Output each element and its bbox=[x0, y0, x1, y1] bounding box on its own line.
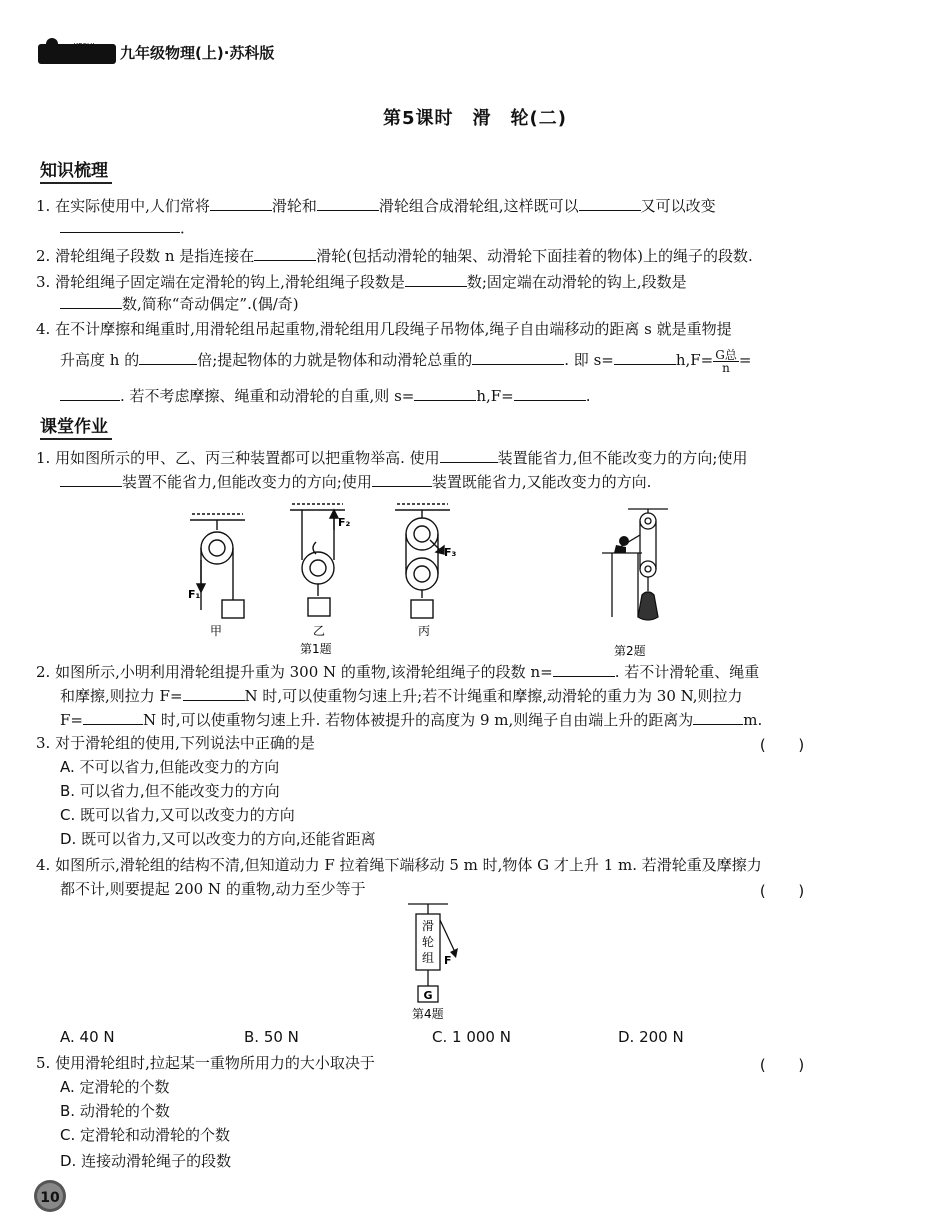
figure-4-pulley-box bbox=[398, 900, 478, 1022]
logo-text: KESHI bbox=[73, 42, 95, 50]
classwork-q4: 4. 如图所示,滑轮组的结构不清,但知道动力 F 拉着绳下端移动 5 m 时,物体 G 才上升 1 m. 若滑轮重及摩擦力 bbox=[36, 856, 762, 874]
force-fraction: $\frac{\text{G总}}{n}$ bbox=[715, 347, 737, 375]
blank[interactable] bbox=[254, 244, 316, 261]
option[interactable]: A. 不可以省力,但能改变力的方向 bbox=[60, 758, 280, 776]
figure-2-pulley bbox=[598, 505, 678, 661]
setup-label-yi: 乙 bbox=[313, 624, 326, 638]
knowledge-q3-cont: 数,简称“奇动偶定”.(偶/奇) bbox=[60, 292, 940, 315]
blank[interactable] bbox=[60, 216, 180, 233]
blank[interactable] bbox=[60, 384, 120, 401]
knowledge-q1: 1. 在实际使用中,人们常将 滑轮和 滑轮组合成滑轮组,这样既可以 又可以改变 bbox=[36, 194, 916, 217]
answer-paren[interactable]: ( ) bbox=[758, 736, 807, 754]
book-title: 九年级物理(上)·苏科版 bbox=[120, 44, 275, 62]
figure-4-caption: 第4题 bbox=[412, 1007, 444, 1021]
page-number: 10 bbox=[40, 1190, 60, 1206]
classwork-q1-cont: 装置不能省力,但能改变力的方向;使用 装置既能省力,又能改变力的方向. bbox=[60, 470, 940, 493]
answer-paren[interactable]: ( ) bbox=[758, 882, 807, 900]
blank[interactable] bbox=[514, 384, 586, 401]
figure-1-pulleys bbox=[170, 500, 490, 660]
classwork-q4-cont: 都不计,则要提起 200 N 的重物,动力至少等于 bbox=[60, 880, 366, 898]
knowledge-q4-cont: 升高度 h 的 倍;提起物体的力就是物体和动滑轮总重的 . 即 s= h,F= $\frac{\text{G总}}{n}$ = bbox=[60, 347, 752, 375]
answer-paren[interactable]: ( ) bbox=[758, 1056, 807, 1074]
force-label: F₃ bbox=[444, 546, 457, 559]
section-knowledge: 知识梳理 bbox=[40, 156, 108, 181]
box-label-2: 轮 bbox=[421, 935, 435, 949]
blank[interactable] bbox=[139, 348, 197, 365]
option[interactable]: C. 定滑轮和动滑轮的个数 bbox=[60, 1126, 231, 1144]
blank[interactable] bbox=[553, 660, 615, 677]
classwork-q2-cont: 和摩擦,则拉力 F= N 时,可以使重物匀速上升;若不计绳重和摩擦,动滑轮的重力为 30 N,则拉力 bbox=[60, 684, 940, 707]
knowledge-q4-end: . 若不考虑摩擦、绳重和动滑轮的自重,则 s= h,F= . bbox=[60, 384, 940, 407]
setup-label-bing: 丙 bbox=[418, 624, 431, 638]
blank[interactable] bbox=[405, 270, 467, 287]
blank[interactable] bbox=[614, 348, 676, 365]
blank[interactable] bbox=[440, 446, 498, 463]
box-label-1: 滑 bbox=[421, 919, 435, 933]
option[interactable]: D. 连接动滑轮绳子的段数 bbox=[60, 1152, 232, 1170]
blank[interactable] bbox=[317, 194, 379, 211]
classwork-q5: 5. 使用滑轮组时,拉起某一重物所用力的大小取决于 bbox=[36, 1054, 375, 1072]
force-label: F₁ bbox=[188, 588, 201, 601]
blank[interactable] bbox=[472, 348, 564, 365]
figure-2-caption: 第2题 bbox=[614, 644, 646, 658]
page-number-badge bbox=[30, 1176, 70, 1216]
force-label: F₂ bbox=[338, 516, 351, 529]
publisher-logo bbox=[38, 38, 118, 66]
option[interactable]: A. 定滑轮的个数 bbox=[60, 1078, 170, 1096]
knowledge-q2: 2. 滑轮组绳子段数 n 是指连接在 滑轮(包括动滑轮的轴架、动滑轮下面挂着的物体)上的绳子的段数. bbox=[36, 244, 916, 267]
blank[interactable] bbox=[183, 684, 245, 701]
classwork-q2: 2. 如图所示,小明利用滑轮组提升重为 300 N 的重物,该滑轮组绳子的段数 n= . 若不计滑轮重、绳重 bbox=[36, 660, 916, 683]
knowledge-q1-cont: ． bbox=[60, 216, 940, 239]
blank[interactable] bbox=[414, 384, 476, 401]
option[interactable]: B. 50 N bbox=[244, 1028, 299, 1046]
blank[interactable] bbox=[60, 470, 122, 487]
lesson-title: 第5课时 滑 轮(二) bbox=[383, 108, 567, 129]
blank[interactable] bbox=[372, 470, 432, 487]
blank[interactable] bbox=[579, 194, 641, 211]
blank[interactable] bbox=[693, 708, 743, 725]
option[interactable]: D. 既可以省力,又可以改变力的方向,还能省距离 bbox=[60, 830, 376, 848]
blank[interactable] bbox=[210, 194, 272, 211]
knowledge-q3: 3. 滑轮组绳子固定端在定滑轮的钩上,滑轮组绳子段数是 数;固定端在动滑轮的钩上,段数是 bbox=[36, 270, 916, 293]
option[interactable]: C. 1 000 N bbox=[432, 1028, 511, 1046]
box-label-3: 组 bbox=[421, 951, 435, 965]
section-classwork: 课堂作业 bbox=[40, 412, 108, 437]
blank[interactable] bbox=[60, 292, 122, 309]
setup-label-jia: 甲 bbox=[210, 624, 223, 638]
option[interactable]: B. 可以省力,但不能改变力的方向 bbox=[60, 782, 280, 800]
classwork-q2-end: F= N 时,可以使重物匀速上升. 若物体被提升的高度为 9 m,则绳子自由端上升的距离为 m. bbox=[60, 708, 940, 731]
knowledge-q4: 4. 在不计摩擦和绳重时,用滑轮组吊起重物,滑轮组用几段绳子吊物体,绳子自由端移动的距离 s 就是重物提 bbox=[36, 320, 732, 338]
option[interactable]: B. 动滑轮的个数 bbox=[60, 1102, 170, 1120]
blank[interactable] bbox=[83, 708, 143, 725]
option[interactable]: C. 既可以省力,又可以改变力的方向 bbox=[60, 806, 295, 824]
weight-label: G bbox=[423, 989, 433, 1002]
force-label: F bbox=[444, 954, 452, 967]
option[interactable]: D. 200 N bbox=[618, 1028, 684, 1046]
figure-1-caption: 第1题 bbox=[300, 642, 332, 656]
classwork-q3: 3. 对于滑轮组的使用,下列说法中正确的是 bbox=[36, 734, 315, 752]
classwork-q1: 1. 用如图所示的甲、乙、丙三种装置都可以把重物举高. 使用 装置能省力,但不能改变力的方向;使用 bbox=[36, 446, 916, 469]
option[interactable]: A. 40 N bbox=[60, 1028, 115, 1046]
